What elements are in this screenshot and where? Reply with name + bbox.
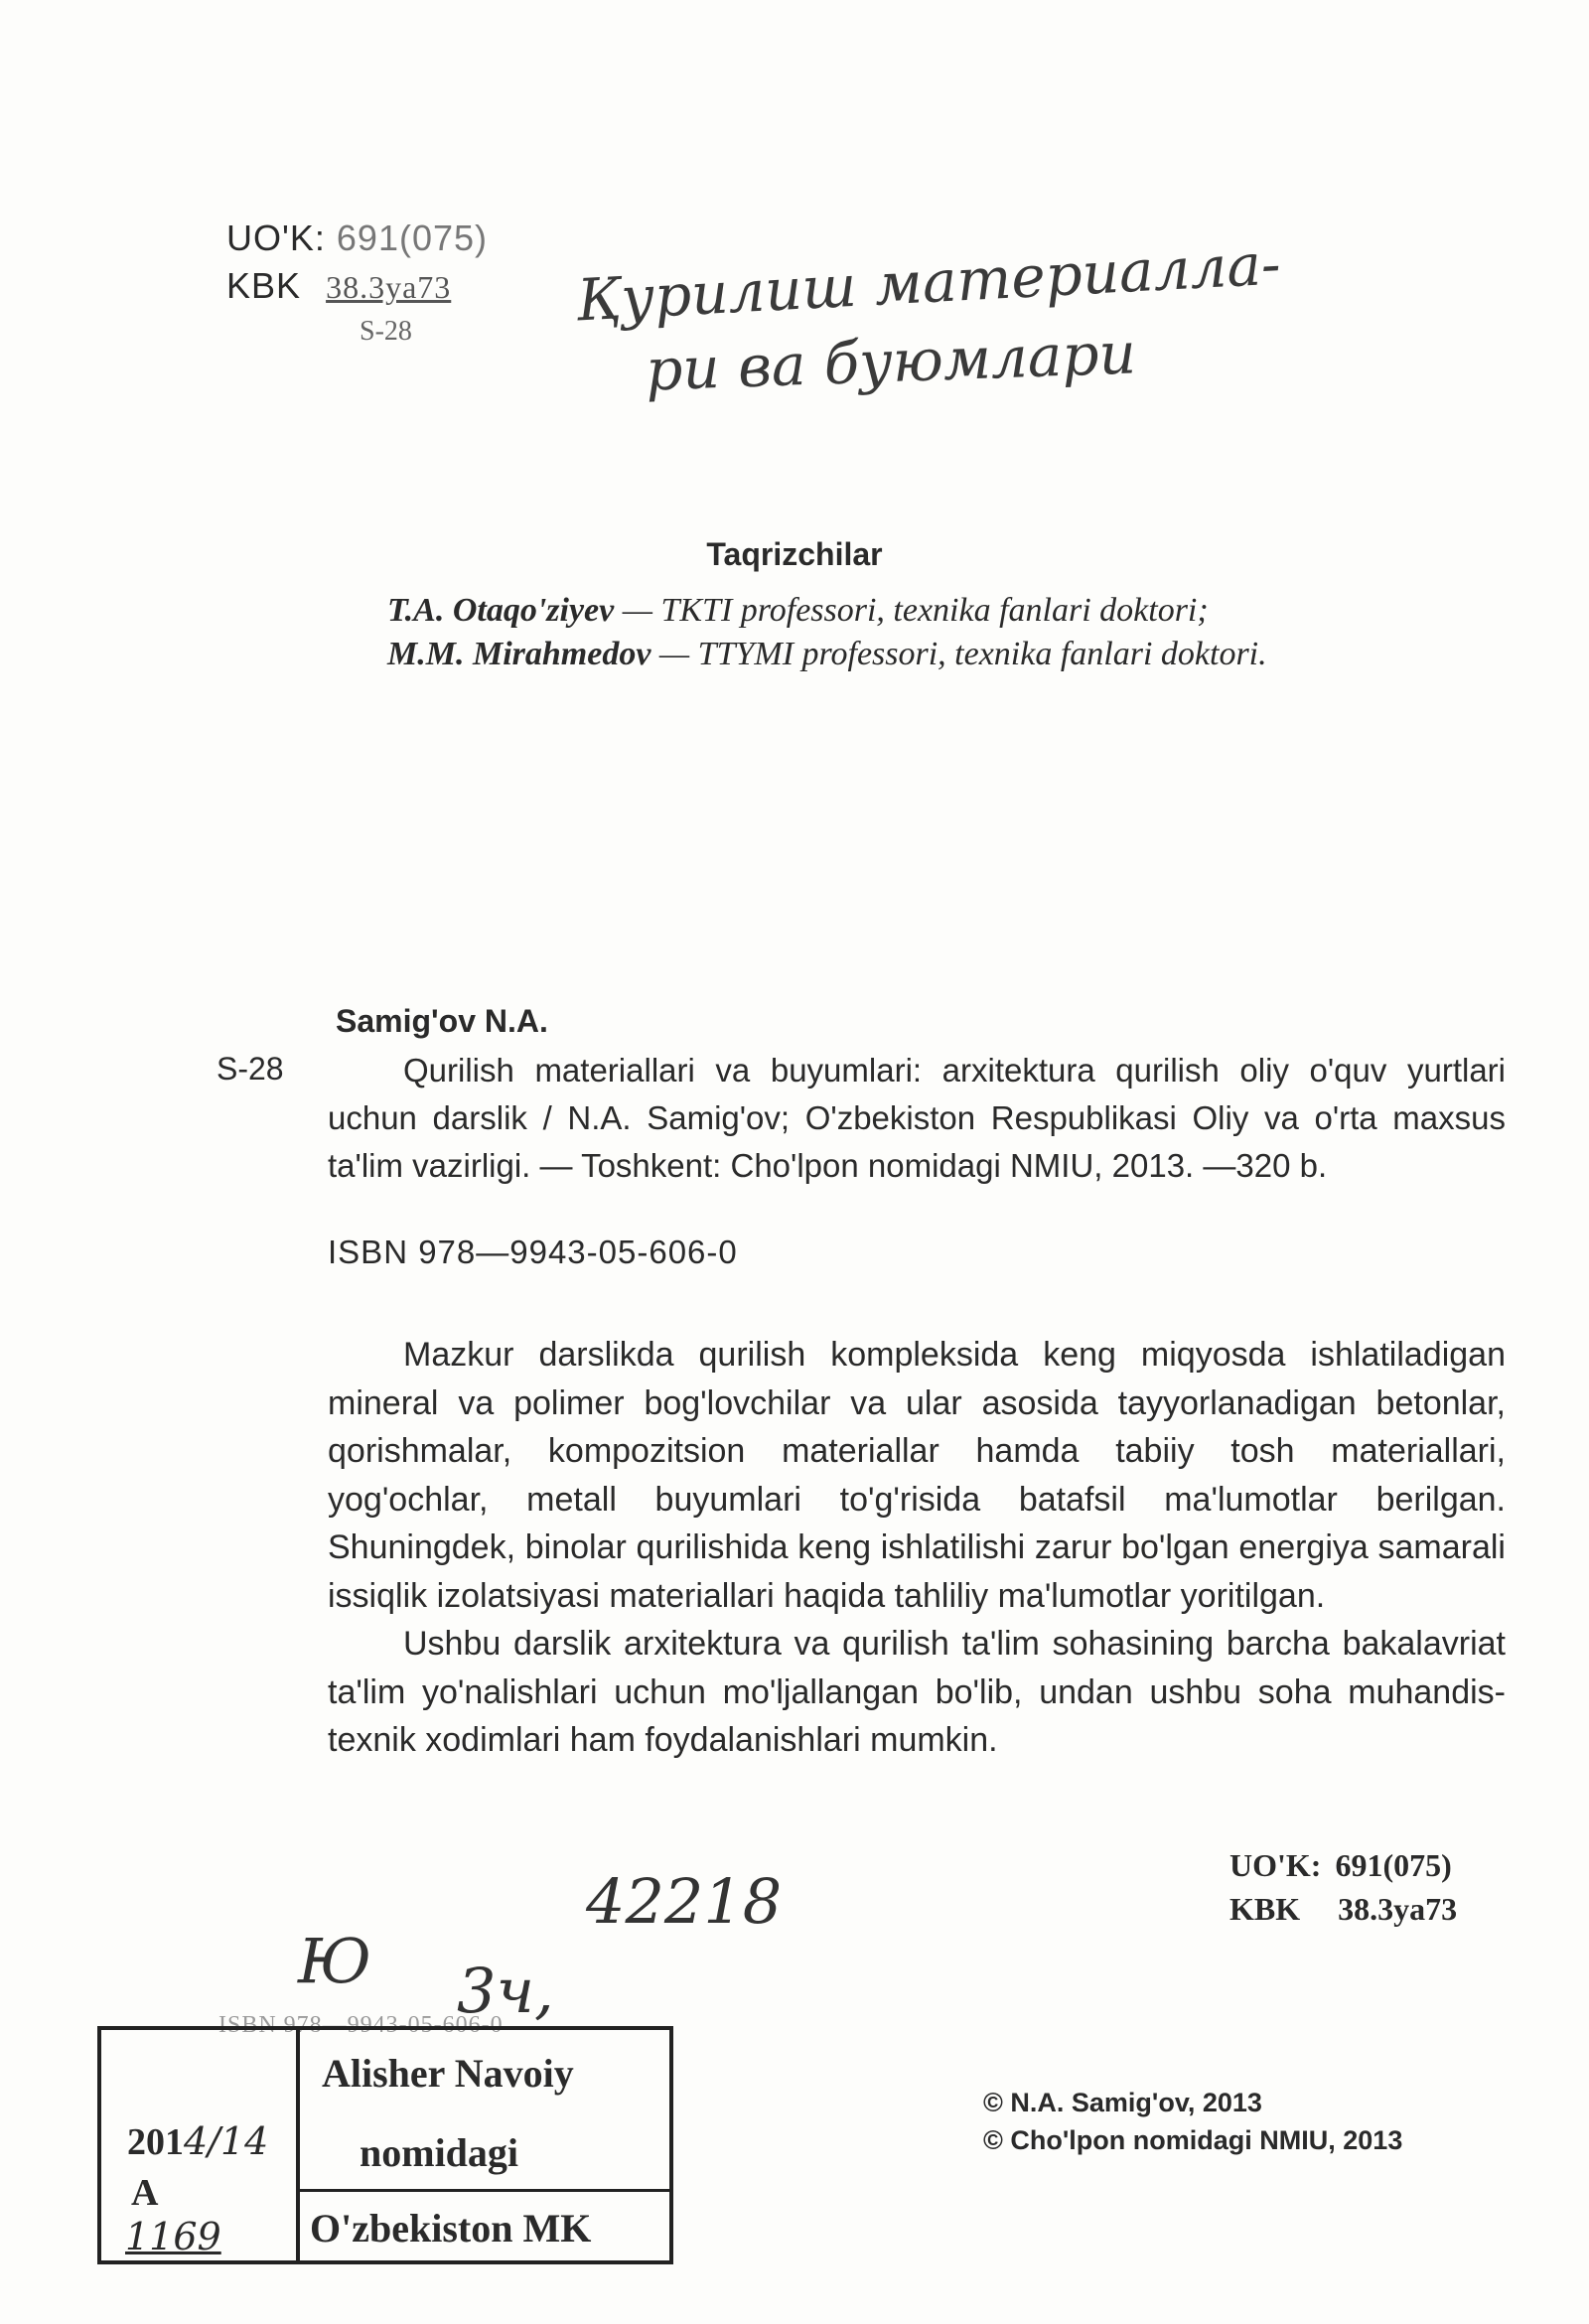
uok-classification [226, 218, 488, 258]
handwritten-number: 3ч, [457, 1955, 554, 2027]
isbn: ISBN 978—9943-05-606-0 [328, 1234, 738, 1270]
kbk-value: 38.3ya73 [326, 269, 452, 305]
kbk-code-bottom [1229, 1891, 1457, 1928]
uok-label: UO'K: [226, 218, 326, 258]
bibliographic-description: Qurilish materiallari va buyumlari: arxitektura qurilish oliy o'quv yurtlari uchun darslik / N.A. Samig'ov; O'zbekiston Respublikasi Oliy va o'rta maxsus ta'lim vazirligi. — Toshkent: Cho'lpon nomidagi NMIU, 2013. —320 b. [328, 1052, 1506, 1184]
stamp-library-name: nomidagi [360, 2130, 519, 2175]
abstract-paragraph: Mazkur darslikda qurilish kompleksida keng miqyosda ishlatiladigan mineral va polimer bog'lovchilar va ular asosida tayyorlanadigan betonlar, qorishmalar, kompozitsion materiallar hamda tabiiy tosh materiallari, yog'ochlar, metall buyumlari to'g'risida batafsil ma'lumotlar berilgan. Shuningdek, binolar qurilishida keng ishlatilishi zarur bo'lgan energiya samarali issiqlik izolatsiyasi materiallari haqida tahliliy ma'lumotlar yoritilgan. [328, 1336, 1506, 1615]
kbk-label: KBK [226, 265, 302, 306]
stamp-year: 2014/14 [127, 2119, 269, 2163]
uok-label: UO'K: [1229, 1847, 1322, 1883]
handwritten-title-line-1: Қурилиш материалла- [574, 229, 1283, 335]
reviewer-line [387, 592, 1209, 630]
shelf-code: S-28 [360, 316, 412, 347]
stamp-number: 1169 [125, 2215, 221, 2258]
copyright-line: © N.A. Samig'ov, 2013 [983, 2088, 1262, 2117]
kbk-label: KBK [1229, 1891, 1301, 1927]
stamp-divider [300, 2189, 669, 2192]
kbk-value: 38.3ya73 [1338, 1891, 1458, 1927]
reviewers-heading: Taqrizchilar [706, 536, 883, 572]
handwritten-title-line-2: ри ва буюмлари [644, 319, 1137, 404]
abstract-paragraph: Ushbu darslik arxitektura va qurilish ta'lim sohasining barcha bakalavriat ta'lim yo'nalishlari uchun mo'ljallangan bo'lib, undan ushbu soha muhandis-texnik xodimlari ham foydalanishlari mumkin. [328, 1625, 1506, 1759]
reviewer-name: M.M. Mirahmedov [387, 636, 651, 672]
copyright-line: © Cho'lpon nomidagi NMIU, 2013 [983, 2125, 1403, 2155]
reviewer-line [387, 636, 1267, 673]
handwritten-number: 42218 [586, 1865, 783, 1938]
entry-code: S-28 [217, 1051, 284, 1087]
stamp-year-handwritten: 4/14 [184, 2119, 269, 2163]
stamp-library-name: O'zbekiston MK [310, 2206, 592, 2251]
kbk-classification [226, 266, 451, 307]
stamp-inventory-cell [101, 2030, 300, 2260]
uok-value: 691(075) [1335, 1847, 1452, 1883]
uok-code-bottom [1229, 1847, 1452, 1884]
abstract [328, 1331, 1506, 1765]
reviewer-description: — TKTI professori, texnika fanlari doktori; [614, 592, 1209, 629]
stamp-letter: A [131, 2172, 159, 2214]
uok-value: 691(075) [336, 218, 489, 258]
library-stamp [97, 2026, 673, 2264]
reviewer-description: — TTYMI professori, texnika fanlari doktori. [650, 636, 1267, 672]
stamp-library-name: Alisher Navoiy [322, 2051, 574, 2096]
handwritten-letter: Ю [298, 1925, 371, 1997]
author-name: Samig'ov N.A. [336, 1003, 548, 1039]
reviewer-name: T.A. Otaqo'ziyev [387, 592, 615, 629]
faint-isbn: ISBN 978—9943-05-606-0 [218, 2012, 504, 2038]
